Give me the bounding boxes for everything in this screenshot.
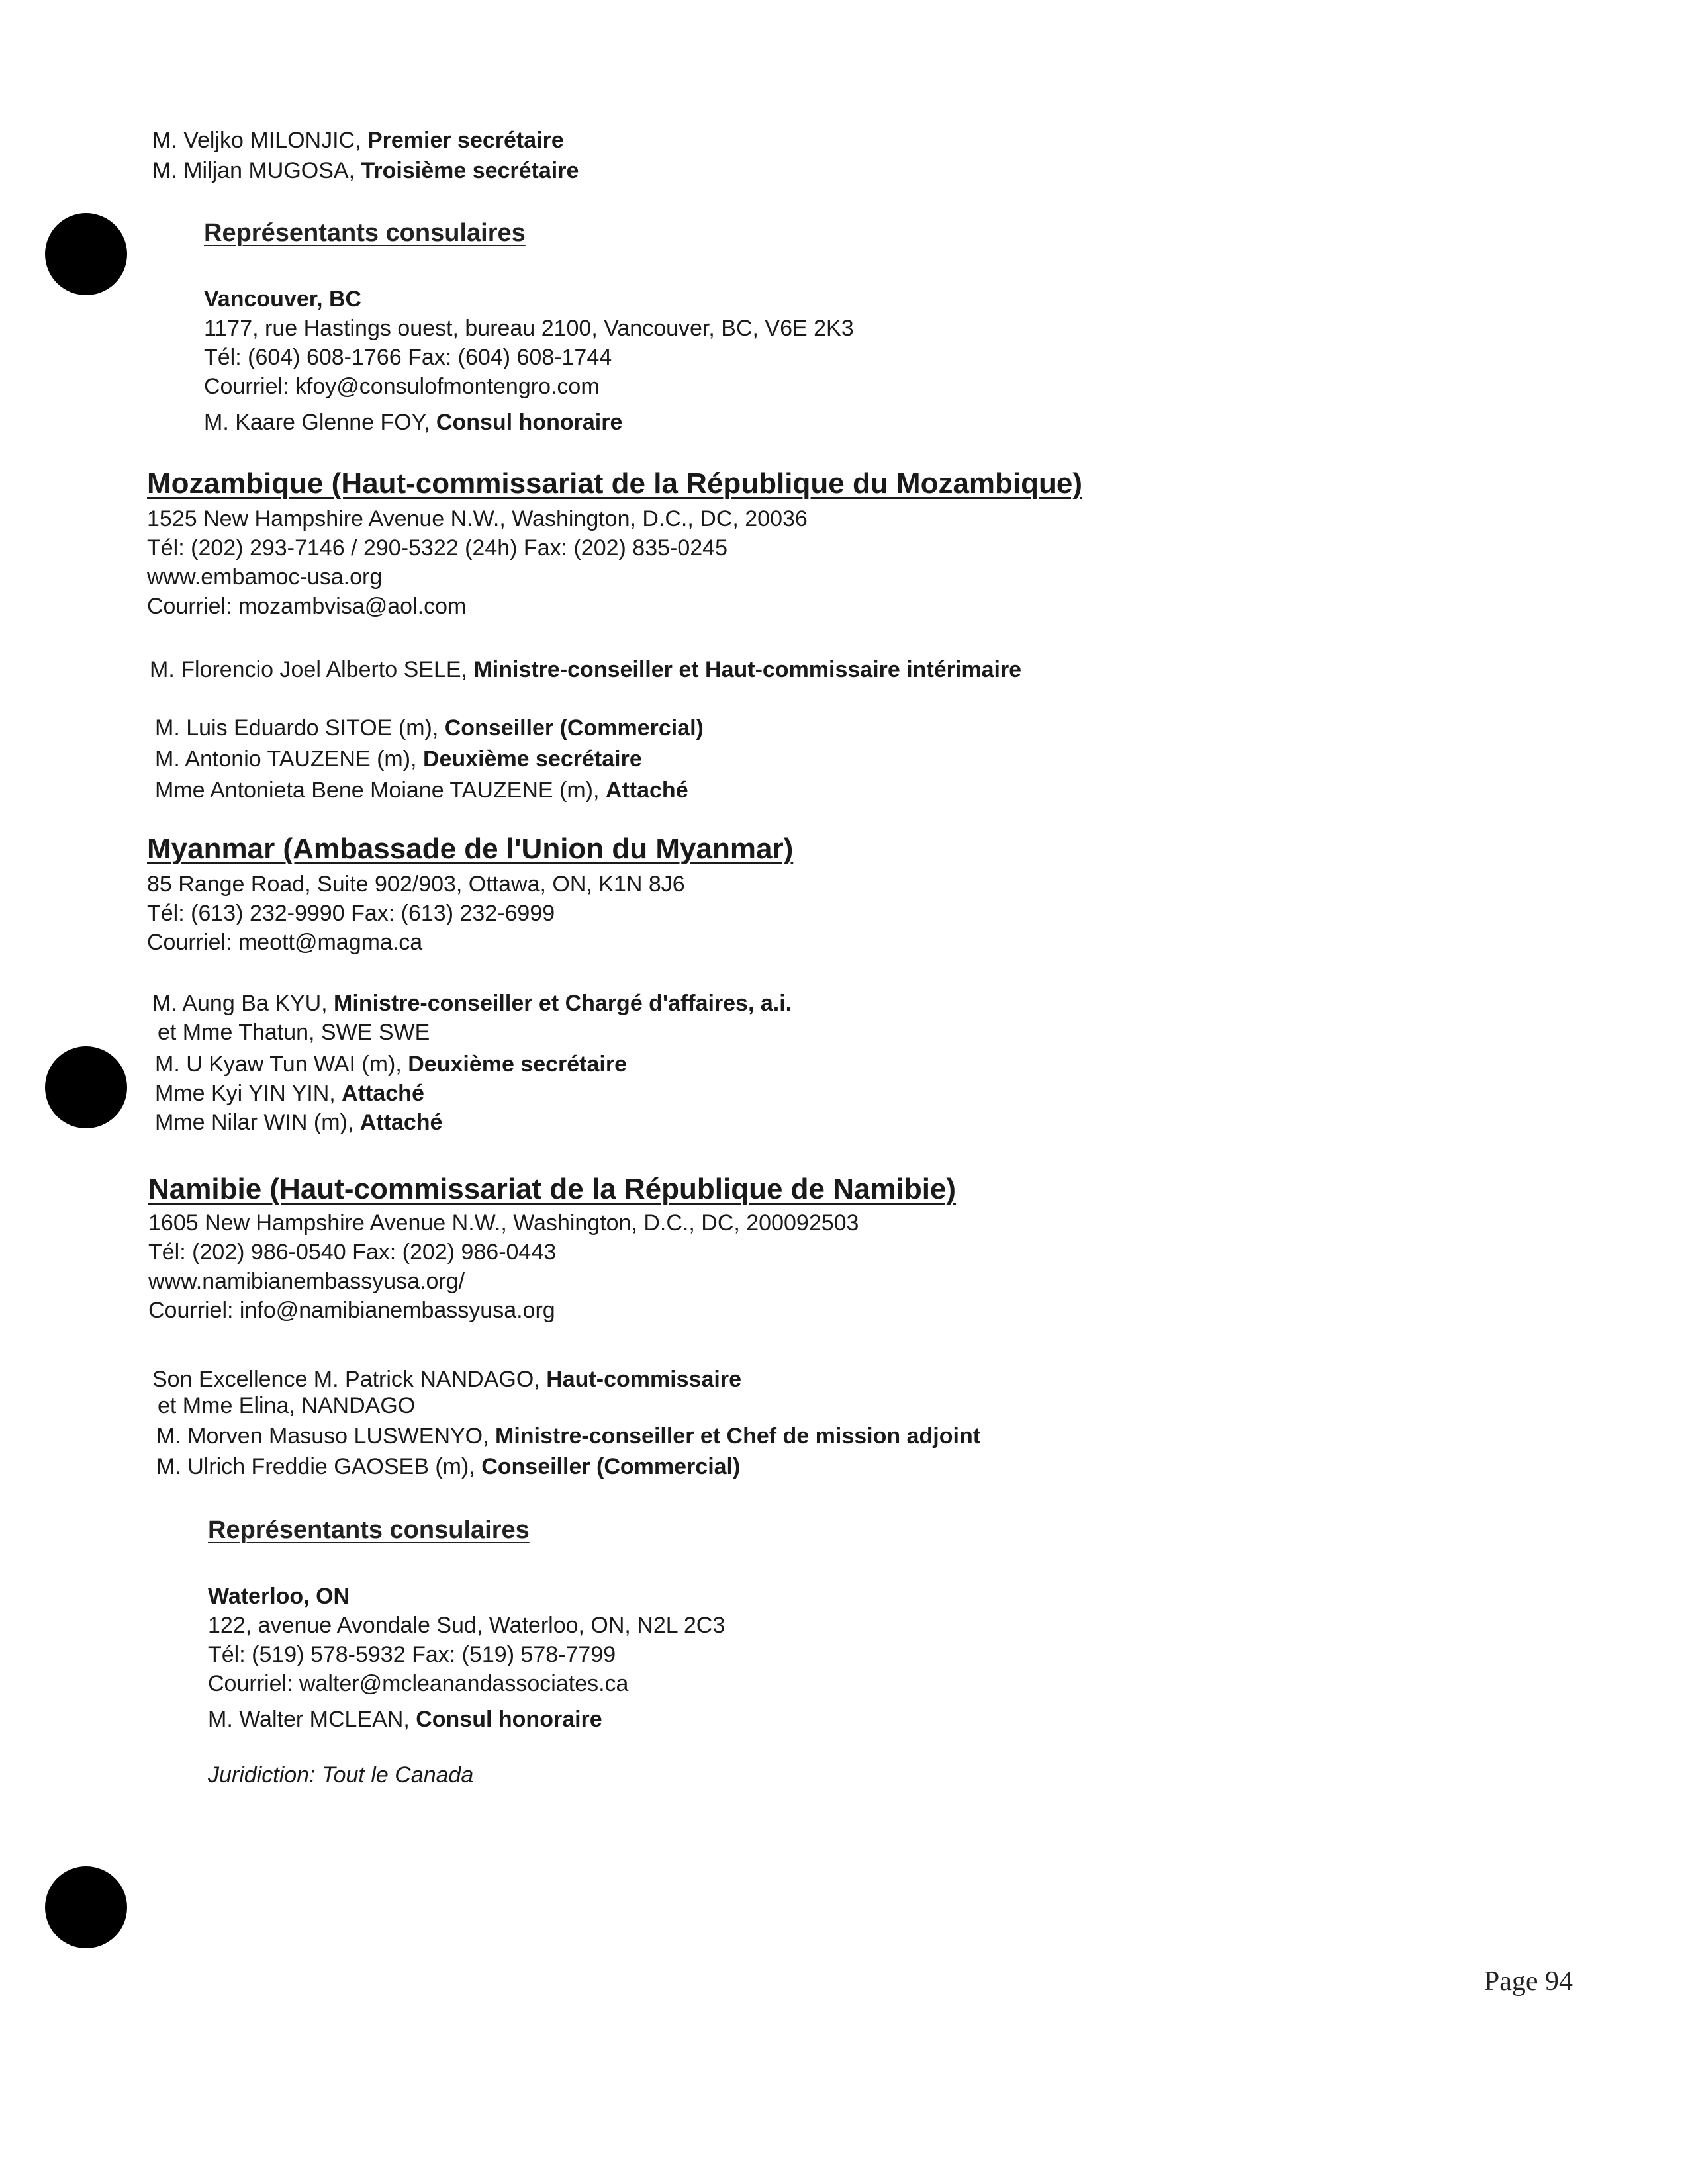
namibie-consular-heading: Représentants consulaires bbox=[208, 1516, 530, 1544]
staff-line: M. Veljko MILONJIC, Premier secrétaire bbox=[152, 128, 564, 153]
staff-line: Son Excellence M. Patrick NANDAGO, Haut-commissaire bbox=[152, 1367, 741, 1392]
consulate-address: 1177, rue Hastings ouest, bureau 2100, Vancouver, BC, V6E 2K3 bbox=[204, 316, 854, 341]
mission-email: Courriel: info@namibianembassyusa.org bbox=[148, 1298, 555, 1323]
mozambique-head-of-mission: M. Florencio Joel Alberto SELE, Ministre-conseiller et Haut-commissaire intérimaire bbox=[150, 657, 1022, 682]
binder-hole-middle bbox=[45, 1046, 127, 1128]
staff-line: M. Antonio TAUZENE (m), Deuxième secrétaire bbox=[155, 747, 642, 772]
consulate-email: Courriel: kfoy@consulofmontengro.com bbox=[204, 374, 600, 399]
namibie-contact bbox=[148, 1208, 859, 1325]
consulate-address: 122, avenue Avondale Sud, Waterloo, ON, N2L 2C3 bbox=[208, 1613, 726, 1638]
consulate-city: Vancouver, BC bbox=[204, 287, 362, 312]
montenegro-consular-heading: Représentants consulaires bbox=[204, 219, 526, 247]
consulate-phone: Tél: (604) 608-1766 Fax: (604) 608-1744 bbox=[204, 345, 612, 370]
staff-line: M. Aung Ba KYU, Ministre-conseiller et Chargé d'affaires, a.i. bbox=[152, 991, 792, 1016]
consul-line: M. Kaare Glenne FOY, Consul honoraire bbox=[204, 410, 623, 435]
consulate-city: Waterloo, ON bbox=[208, 1584, 350, 1609]
staff-line: Mme Nilar WIN (m), Attaché bbox=[155, 1110, 443, 1135]
namibie-consular-block bbox=[208, 1582, 725, 1790]
mission-website: www.embamoc-usa.org bbox=[147, 565, 383, 590]
myanmar-staff bbox=[152, 989, 792, 1137]
staff-line: Mme Antonieta Bene Moiane TAUZENE (m), Attaché bbox=[155, 778, 688, 803]
binder-hole-top bbox=[45, 213, 127, 295]
myanmar-contact bbox=[147, 870, 685, 957]
staff-line: M. Luis Eduardo SITOE (m), Conseiller (Commercial) bbox=[155, 715, 704, 741]
consul-line: M. Walter MCLEAN, Consul honoraire bbox=[208, 1707, 602, 1732]
staff-line: et Mme Elina, NANDAGO bbox=[158, 1393, 416, 1418]
mission-email: Courriel: meott@magma.ca bbox=[147, 930, 423, 955]
mission-email: Courriel: mozambvisa@aol.com bbox=[147, 594, 467, 619]
mozambique-heading: Mozambique (Haut-commissariat de la République du Mozambique) bbox=[147, 467, 1083, 500]
staff-line: M. U Kyaw Tun WAI (m), Deuxième secrétaire bbox=[155, 1052, 628, 1077]
mission-address: 1605 New Hampshire Avenue N.W., Washington, D.C., DC, 200092503 bbox=[148, 1210, 859, 1236]
mission-phone: Tél: (613) 232-9990 Fax: (613) 232-6999 bbox=[147, 901, 555, 926]
staff-line: M. Miljan MUGOSA, Troisième secrétaire bbox=[152, 158, 579, 183]
consulate-phone: Tél: (519) 578-5932 Fax: (519) 578-7799 bbox=[208, 1642, 616, 1667]
mission-address: 1525 New Hampshire Avenue N.W., Washington, D.C., DC, 20036 bbox=[147, 506, 808, 531]
montenegro-consular-block bbox=[204, 285, 854, 437]
mozambique-staff bbox=[155, 713, 704, 805]
binder-hole-bottom bbox=[45, 1866, 127, 1948]
jurisdiction-note: Juridiction: Tout le Canada bbox=[208, 1762, 474, 1788]
namibie-staff bbox=[152, 1365, 980, 1481]
mission-phone: Tél: (202) 986-0540 Fax: (202) 986-0443 bbox=[148, 1240, 557, 1265]
page-number: Page 94 bbox=[1483, 1966, 1573, 1997]
myanmar-heading: Myanmar (Ambassade de l'Union du Myanmar) bbox=[147, 833, 794, 865]
mission-address: 85 Range Road, Suite 902/903, Ottawa, ON, K1N 8J6 bbox=[147, 872, 685, 897]
staff-line: Mme Kyi YIN YIN, Attaché bbox=[155, 1081, 424, 1106]
top-staff-list bbox=[152, 126, 579, 185]
staff-line: et Mme Thatun, SWE SWE bbox=[158, 1020, 430, 1045]
staff-line: M. Morven Masuso LUSWENYO, Ministre-conseiller et Chef de mission adjoint bbox=[156, 1424, 981, 1449]
mozambique-contact bbox=[147, 504, 808, 621]
consulate-email: Courriel: walter@mcleanandassociates.ca bbox=[208, 1671, 629, 1696]
mission-phone: Tél: (202) 293-7146 / 290-5322 (24h) Fax: (202) 835-0245 bbox=[147, 535, 727, 561]
staff-line: M. Ulrich Freddie GAOSEB (m), Conseiller (Commercial) bbox=[156, 1454, 741, 1479]
mission-website: www.namibianembassyusa.org/ bbox=[148, 1269, 465, 1294]
namibie-heading: Namibie (Haut-commissariat de la République de Namibie) bbox=[148, 1173, 957, 1205]
